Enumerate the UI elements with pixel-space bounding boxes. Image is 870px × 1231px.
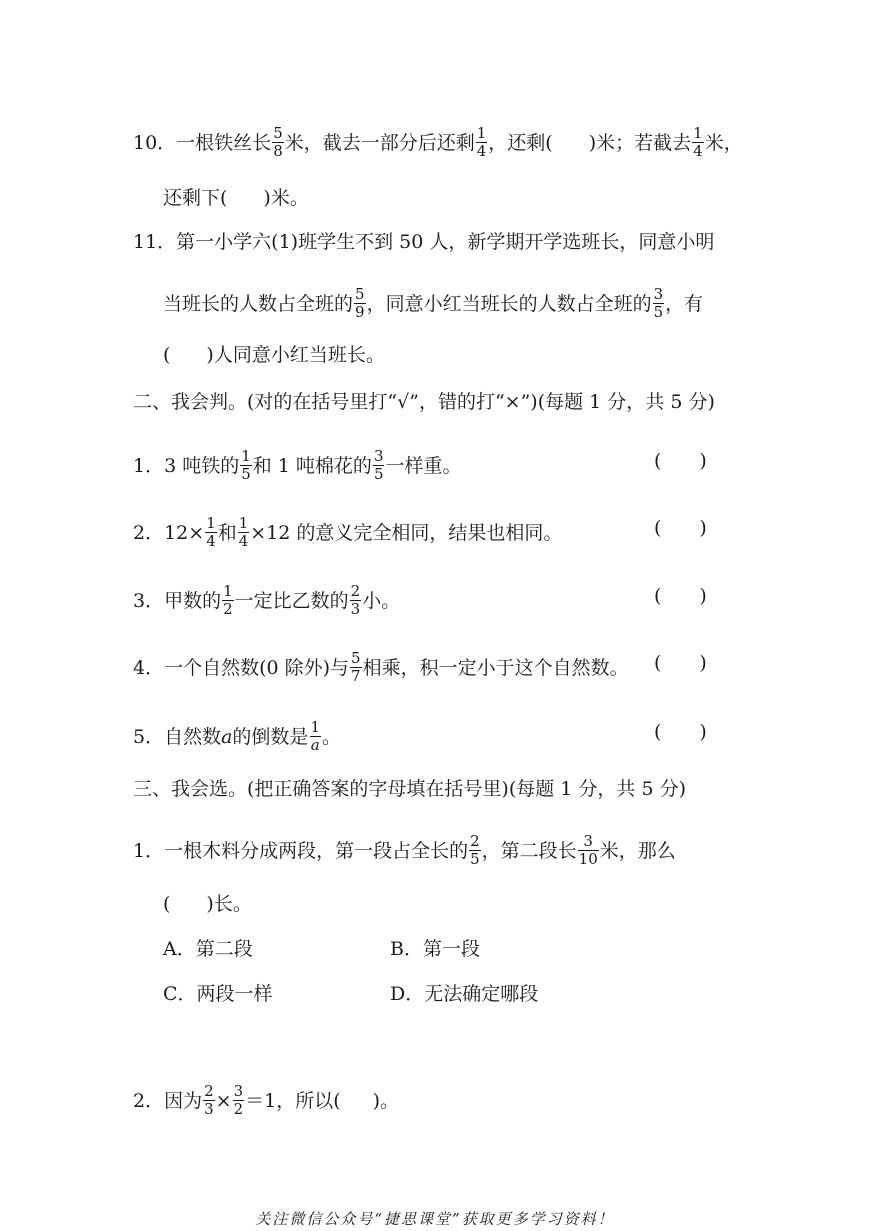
section-3-title: 三、我会选。(把正确答案的字母填在括号里)(每题 1 分，共 5 分)	[133, 778, 686, 800]
numerator: 3	[583, 832, 593, 850]
text: 一样重。	[385, 455, 462, 477]
numerator: 1	[206, 514, 216, 532]
text: 1．3 吨铁的	[133, 455, 240, 477]
text: 当班长的人数占全班的	[163, 293, 354, 315]
section-2-title: 二、我会判。(对的在括号里打“√”，错的打“×”)(每题 1 分，共 5 分)	[133, 391, 715, 413]
text: 和	[217, 522, 237, 544]
denominator: 2	[233, 1100, 244, 1118]
choice-question-1-line-1	[133, 832, 676, 868]
fraction	[205, 516, 217, 549]
text: 2．12×	[133, 522, 205, 544]
numerator: 1	[476, 124, 487, 142]
denominator: 4	[206, 532, 216, 550]
judge-question-4	[133, 649, 629, 685]
fraction	[240, 449, 252, 482]
text: 一定比乙数的	[234, 590, 349, 612]
denominator: 8	[273, 142, 283, 160]
judge-question-5	[133, 718, 341, 754]
numerator: 3	[373, 447, 384, 465]
text: (	[163, 893, 171, 915]
denominator: 9	[355, 303, 365, 321]
text: 米，那么	[599, 840, 676, 862]
text: ，同意小红当班长的人数占全班的	[366, 293, 652, 315]
numerator: 1	[693, 124, 703, 142]
denominator: 5	[653, 303, 664, 321]
fraction	[309, 720, 321, 753]
fraction	[476, 126, 488, 159]
text: )。	[372, 1090, 400, 1112]
option-c[interactable]: C．两段一样	[163, 983, 273, 1005]
text: 4．一个自然数(0 除外)与	[133, 657, 350, 679]
fraction	[373, 449, 385, 482]
judge-question-2	[133, 514, 563, 550]
question-11-line-2	[163, 285, 704, 321]
question-11-line-1: 11．第一小学六(1)班学生不到 50 人，新学期开学选班长，同意小明	[133, 231, 715, 253]
text: 米，	[704, 132, 743, 154]
text: 3．甲数的	[133, 590, 222, 612]
text: 和 1 吨棉花的	[252, 455, 372, 477]
text: ×	[215, 1090, 232, 1112]
text: )米。	[263, 187, 309, 209]
text: 相乘，积一定小于这个自然数。	[362, 657, 629, 679]
variable: a	[221, 726, 233, 748]
answer-bracket[interactable]: ( )	[654, 450, 707, 472]
numerator: 2	[350, 582, 361, 600]
text: ＝1，所以(	[245, 1090, 341, 1112]
denominator: a	[310, 736, 320, 754]
fraction	[233, 1084, 245, 1117]
fraction	[692, 126, 704, 159]
numerator: 1	[238, 514, 249, 532]
numerator: 1	[310, 718, 320, 736]
denominator: 5	[241, 465, 251, 483]
text: 米，截去一部分后还剩	[284, 132, 475, 154]
question-10-line-2	[163, 189, 309, 208]
denominator: 4	[238, 532, 249, 550]
fraction	[469, 834, 481, 867]
question-10-line-1	[133, 124, 743, 160]
numerator: 5	[351, 649, 361, 667]
fraction	[238, 516, 250, 549]
text: 小。	[362, 590, 401, 612]
denominator: 5	[470, 850, 480, 868]
text: 10．一根铁丝长	[133, 132, 272, 154]
text: 的倒数是	[232, 726, 309, 748]
fraction	[350, 651, 362, 684]
numerator: 2	[204, 1082, 214, 1100]
denominator: 7	[351, 667, 361, 685]
footer-note: 关注微信公众号“捷思课堂”获取更多学习资料！	[255, 1210, 615, 1228]
text: 。	[321, 726, 341, 748]
choice-question-1-line-2	[163, 895, 252, 914]
text: 1．一根木料分成两段，第一段占全长的	[133, 840, 469, 862]
fraction	[653, 287, 665, 320]
numerator: 5	[355, 285, 365, 303]
text: ，第二段长	[481, 840, 577, 862]
judge-question-1	[133, 447, 462, 483]
denominator: 3	[350, 600, 361, 618]
text: 5．自然数	[133, 726, 222, 748]
fraction	[350, 584, 362, 617]
choice-question-2	[133, 1082, 400, 1118]
denominator: 10	[578, 850, 598, 868]
numerator: 3	[653, 285, 664, 303]
option-a[interactable]: A．第二段	[163, 938, 253, 960]
denominator: 3	[204, 1100, 214, 1118]
denominator: 5	[373, 465, 384, 483]
answer-bracket[interactable]: ( )	[654, 652, 707, 674]
text: )米；若截去	[588, 132, 692, 154]
option-d[interactable]: D．无法确定哪段	[390, 983, 539, 1005]
numerator: 1	[241, 447, 251, 465]
text: (	[163, 344, 171, 366]
judge-question-3	[133, 582, 401, 618]
answer-bracket[interactable]: ( )	[654, 721, 707, 743]
text: ，有	[665, 293, 704, 315]
denominator: 4	[476, 142, 487, 160]
numerator: 1	[223, 582, 233, 600]
question-11-line-3	[163, 346, 385, 365]
fraction	[578, 834, 599, 867]
text: )人同意小红当班长。	[206, 344, 385, 366]
answer-bracket[interactable]: ( )	[654, 585, 707, 607]
fraction	[272, 126, 284, 159]
text: 还剩下(	[163, 187, 228, 209]
text: )长。	[206, 893, 252, 915]
denominator: 2	[223, 600, 233, 618]
text: ×12 的意义完全相同，结果也相同。	[250, 522, 563, 544]
answer-bracket[interactable]: ( )	[654, 517, 707, 539]
fraction	[222, 584, 234, 617]
numerator: 2	[470, 832, 480, 850]
option-b[interactable]: B．第一段	[390, 938, 480, 960]
text: 2．因为	[133, 1090, 203, 1112]
fraction	[203, 1084, 215, 1117]
text: ，还剩(	[488, 132, 553, 154]
denominator: 4	[693, 142, 703, 160]
numerator: 3	[233, 1082, 244, 1100]
fraction	[354, 287, 366, 320]
numerator: 5	[273, 124, 283, 142]
